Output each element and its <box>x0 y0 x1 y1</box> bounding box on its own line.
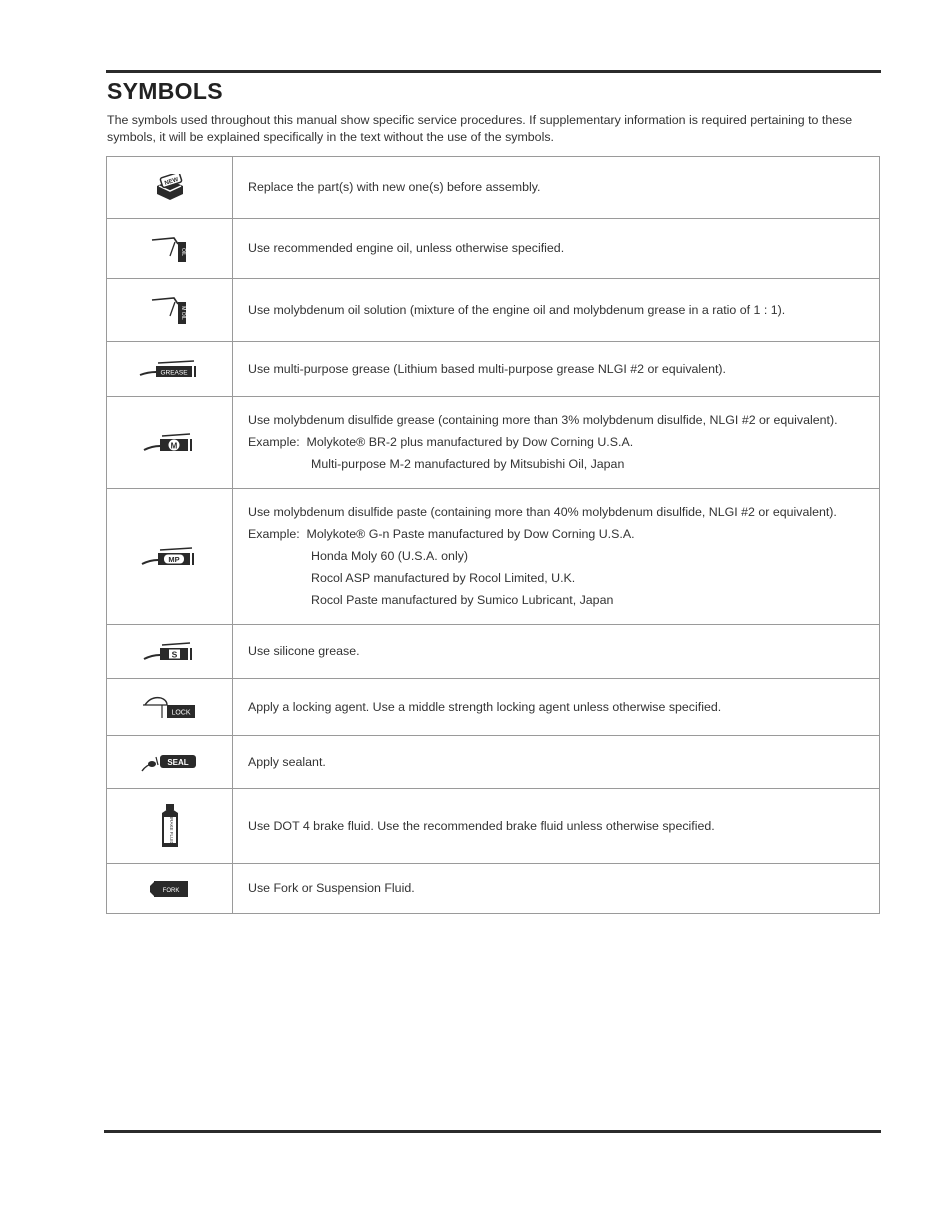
svg-text:S: S <box>171 649 177 659</box>
example-label: Example: <box>248 435 300 449</box>
new-part-icon <box>153 174 187 202</box>
svg-text:M: M <box>170 441 177 450</box>
description-cell <box>233 679 880 736</box>
description-cell <box>233 489 880 625</box>
description-cell <box>233 864 880 914</box>
bottom-rule <box>104 1130 881 1133</box>
example-item: Honda Moly 60 (U.S.A. only) <box>311 549 469 563</box>
sealant-icon <box>140 749 200 775</box>
table-row <box>107 342 880 397</box>
description-text: Use recommended engine oil, unless otherwise specified. <box>248 241 565 255</box>
example-item: Multi-purpose M-2 manufactured by Mitsubishi Oil, Japan <box>311 457 625 471</box>
table-row <box>107 864 880 914</box>
svg-text:M OIL: M OIL <box>179 306 186 320</box>
description-text: Use silicone grease. <box>248 644 360 658</box>
svg-text:BRAKE FLUID: BRAKE FLUID <box>168 815 174 845</box>
table-row <box>107 279 880 342</box>
example-line <box>248 434 865 451</box>
locking-agent-icon <box>141 694 199 720</box>
description-text: Use molybdenum disulfide grease (containing more than 3% molybdenum disulfide, NLGI #2 or equivalent). <box>248 413 838 427</box>
table-row <box>107 397 880 489</box>
symbol-cell <box>107 397 233 489</box>
description-cell <box>233 736 880 789</box>
grease-icon <box>138 357 202 381</box>
table-row <box>107 679 880 736</box>
svg-text:MP: MP <box>167 554 180 564</box>
description-text: Use multi-purpose grease (Lithium based multi-purpose grease NLGI #2 or equivalent). <box>248 361 726 376</box>
fork-fluid-icon <box>148 878 192 900</box>
silicone-grease-icon <box>142 639 198 665</box>
page-title: SYMBOLS <box>107 78 223 104</box>
svg-text:GREASE: GREASE <box>159 369 188 377</box>
symbol-cell <box>107 864 233 914</box>
moly-oil-icon <box>148 294 192 326</box>
table-row <box>107 489 880 625</box>
example-label: Example: <box>248 527 300 541</box>
description-cell <box>233 157 880 219</box>
symbols-table <box>106 156 880 914</box>
example-item: Rocol ASP manufactured by Rocol Limited, U.K. <box>311 571 576 585</box>
table-row <box>107 736 880 789</box>
description-cell <box>233 279 880 342</box>
description-cell <box>233 219 880 279</box>
svg-text:NEW: NEW <box>163 176 179 187</box>
svg-text:FORK: FORK <box>162 887 179 894</box>
table-row <box>107 789 880 864</box>
symbol-cell <box>107 789 233 864</box>
moly-paste-icon <box>140 544 200 570</box>
intro-paragraph: The symbols used throughout this manual show specific service procedures. If supplementary information is required pertaining to these symbols, it will be explained specifically in the text without the use of the symbols. <box>107 113 853 144</box>
description-text: Apply sealant. <box>248 754 326 769</box>
brake-fluid-icon <box>158 803 182 849</box>
top-rule <box>106 70 881 73</box>
description-text: Use DOT 4 brake fluid. Use the recommended brake fluid unless otherwise specified. <box>248 818 715 833</box>
example-line <box>248 526 865 543</box>
description-cell <box>233 342 880 397</box>
example-item: Rocol Paste manufactured by Sumico Lubricant, Japan <box>311 593 614 607</box>
description-text: Apply a locking agent. Use a middle strength locking agent unless otherwise specified. <box>248 699 722 714</box>
svg-text:LOCK: LOCK <box>170 709 191 717</box>
table-row <box>107 625 880 679</box>
description-cell <box>233 789 880 864</box>
symbol-cell <box>107 279 233 342</box>
example-item: Molykote® G-n Paste manufactured by Dow Corning U.S.A. <box>306 527 635 541</box>
description-text: Replace the part(s) with new one(s) before assembly. <box>248 180 541 194</box>
example-item: Molykote® BR-2 plus manufactured by Dow Corning U.S.A. <box>306 435 634 449</box>
svg-text:OIL: OIL <box>179 247 186 256</box>
symbol-cell <box>107 157 233 219</box>
table-row <box>107 157 880 219</box>
description-text: Use molybdenum disulfide paste (containing more than 40% molybdenum disulfide, NLGI #2 or equivalent). <box>248 505 837 519</box>
description-cell <box>233 625 880 679</box>
svg-text:SEAL: SEAL <box>166 758 189 767</box>
symbol-cell <box>107 679 233 736</box>
description-text: Use molybdenum oil solution (mixture of the engine oil and molybdenum grease in a ratio of 1 : 1). <box>248 302 786 317</box>
engine-oil-icon <box>148 234 192 264</box>
table-row <box>107 219 880 279</box>
symbol-cell <box>107 342 233 397</box>
description-cell <box>233 397 880 489</box>
symbol-cell <box>107 219 233 279</box>
symbol-cell <box>107 736 233 789</box>
moly-grease-icon <box>142 430 198 456</box>
description-text: Use Fork or Suspension Fluid. <box>248 881 415 895</box>
symbol-cell <box>107 489 233 625</box>
symbol-cell <box>107 625 233 679</box>
